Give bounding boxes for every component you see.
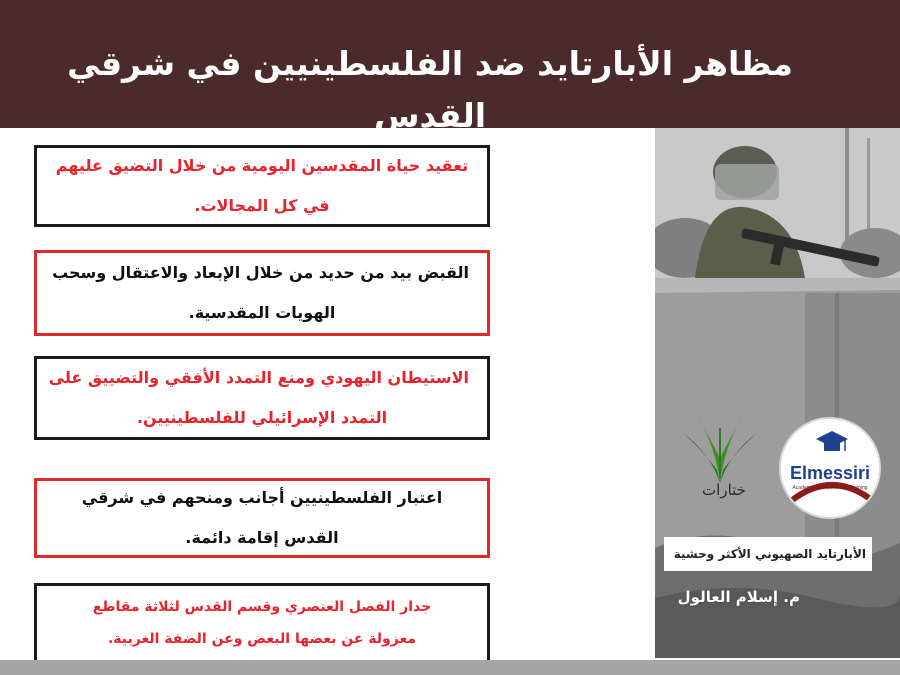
point-1-line-1: تعقيد حياة المقدسين اليومية من خلال التضيق عليهم: [55, 156, 469, 175]
elmessiri-sub-text: Academy for Studies and Training: [792, 485, 868, 491]
elmessiri-logo: [779, 417, 881, 519]
point-4-line-1: اعتبار الفلسطينيين أجانب ومنحهم في شرقي: [81, 488, 443, 507]
cover-photo: [655, 128, 900, 658]
point-4-line-2: القدس إقامة دائمة.: [185, 528, 339, 547]
point-5-line-2: معزولة عن بعضها البعض وعن الضفة الغربية.: [107, 631, 417, 647]
point-3-line-2: التمدد الإسرائيلي للفلسطينيين.: [136, 408, 388, 427]
cover-caption-bar: [664, 537, 872, 571]
soldier-photo: [655, 128, 900, 658]
cover-caption: الأبارتايد الصهيوني الأكثر وحشية: [673, 547, 866, 561]
elmessiri-brand-text: Elmessiri: [789, 463, 871, 483]
point-box-2: [34, 250, 490, 336]
point-box-1: [34, 145, 490, 227]
wheat-logo-icon: [675, 398, 765, 488]
graduation-cap-icon: [814, 429, 850, 459]
page-title: مظاهر الأبارتايد ضد الفلسطينيين في شرقي القدس: [67, 44, 793, 135]
author-name: م. إسلام العالول: [677, 588, 800, 606]
point-box-5: [34, 583, 490, 663]
point-box-4: [34, 478, 490, 558]
point-2-line-1: القبض بيد من حديد من خلال الإبعاد والاعتقال وسحب: [52, 263, 469, 282]
point-box-3: [34, 356, 490, 440]
khtarat-logo-text: ختارات: [702, 481, 746, 499]
point-1-line-2: في كل المجالات.: [194, 196, 330, 215]
header-banner: [0, 0, 900, 135]
point-3-line-1: الاستيطان اليهودي ومنع التمدد الأفقي والتضييق على: [48, 368, 469, 387]
point-2-line-2: الهويات المقدسية.: [188, 303, 336, 322]
point-5-line-1: جدار الفصل العنصري وقسم القدس لثلاثة مقاطع: [92, 599, 432, 615]
bottom-strip: [0, 660, 900, 675]
